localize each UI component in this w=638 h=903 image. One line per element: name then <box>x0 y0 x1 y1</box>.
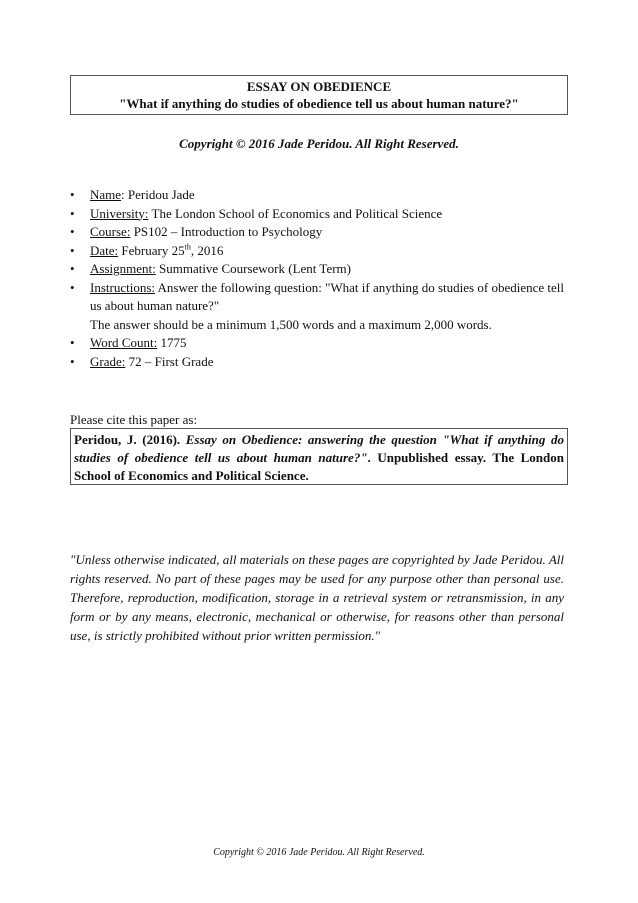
bullet-icon: • <box>70 279 75 295</box>
instructions-note: The answer should be a minimum 1,500 words and a maximum 2,000 words. <box>90 316 492 332</box>
date-value-main: February 25 <box>118 242 185 258</box>
essay-title: ESSAY ON OBEDIENCE <box>246 79 392 94</box>
citation-box <box>70 428 568 485</box>
cite-label: Please cite this paper as: <box>70 412 198 427</box>
info-list <box>70 186 564 371</box>
name-label: Name <box>90 187 122 202</box>
bullet-icon: • <box>70 205 75 221</box>
bullet-icon: • <box>70 261 75 276</box>
course-value: PS102 – Introduction to Psychology <box>130 224 323 239</box>
date-value-tail: , 2016 <box>190 242 224 258</box>
essay-question: "What if anything do studies of obedience tell us about human nature?" <box>119 96 519 111</box>
wordcount-value: 1775 <box>157 335 187 350</box>
citation-author: Peridou, J. (2016). <box>74 432 186 447</box>
grade-label: Grade: <box>90 353 126 369</box>
date-value-sup: th <box>184 242 191 252</box>
date-label: Date: <box>90 242 119 258</box>
assignment-label: Assignment: <box>90 261 156 276</box>
citation-rest: . Unpublished essay. The London School of Economics and Political Science. <box>74 450 565 483</box>
copyright-line: Copyright © 2016 Jade Peridou. All Right Reserved. <box>179 136 459 151</box>
citation-title: Essay on Obedience: answering the question "What if anything do studies of obedience tell us about human nature?" <box>74 432 564 465</box>
grade-value: 72 – First Grade <box>125 353 214 369</box>
bullet-icon: • <box>70 353 75 369</box>
info-item-wordcount <box>70 334 564 353</box>
page-footer: Copyright © 2016 Jade Peridou. All Right Reserved. <box>213 847 425 858</box>
university-value: The London School of Economics and Political Science <box>148 205 443 221</box>
bullet-icon: • <box>70 224 75 239</box>
title-box <box>70 75 568 115</box>
assignment-value: Summative Coursework (Lent Term) <box>155 261 351 276</box>
copyright-notice: "Unless otherwise indicated, all materials on these pages are copyrighted by Jade Peridou. All rights reserved. No part of these pages may be used for any purpose other than personal use. Therefore, reproduction, modification, storage in a retrieval system or retransmission, in any form or by any means, electronic, mechanical or otherwise, for reasons other than personal use, is strictly prohibited without prior written permission." <box>70 552 564 643</box>
info-item-assignment <box>70 260 564 279</box>
instructions-value: Answer the following question: "What if anything do studies of obedience tell us about human nature?" <box>90 279 564 313</box>
instructions-label: Instructions: <box>90 279 155 295</box>
info-item-instructions <box>70 279 564 335</box>
info-item-grade <box>70 353 564 372</box>
info-item-university <box>70 205 564 224</box>
name-value: : Peridou Jade <box>121 187 195 202</box>
info-item-date <box>70 242 564 261</box>
info-item-name <box>70 186 564 205</box>
bullet-icon: • <box>70 187 75 202</box>
wordcount-label: Word Count: <box>90 335 158 350</box>
university-label: University: <box>90 205 149 221</box>
info-item-course <box>70 223 564 242</box>
bullet-icon: • <box>70 242 75 258</box>
bullet-icon: • <box>70 335 75 350</box>
course-label: Course: <box>90 224 131 239</box>
